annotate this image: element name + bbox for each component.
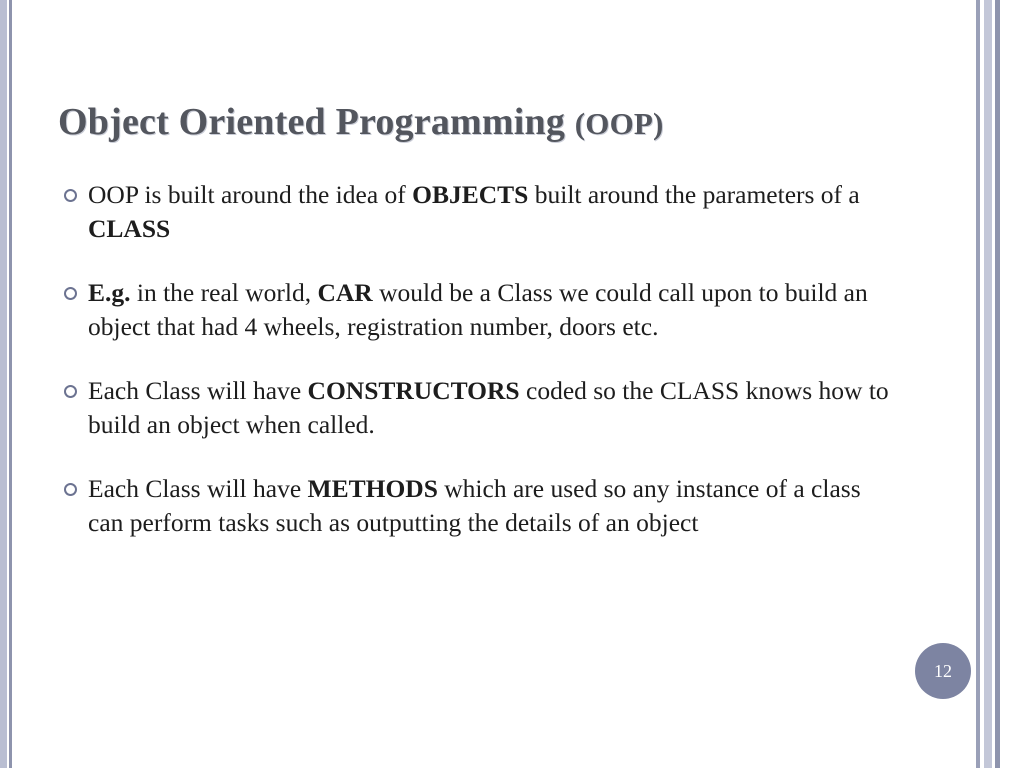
bullet-item — [58, 178, 898, 246]
right-accent-bar-1 — [976, 0, 980, 768]
bullet-emphasis: CONSTRUCTORS — [307, 376, 520, 405]
slide-bullet-list — [58, 178, 898, 570]
bullet-emphasis: E.g. — [88, 278, 131, 307]
bullet-emphasis: METHODS — [307, 474, 438, 503]
bullet-text — [88, 472, 898, 540]
bullet-item — [58, 472, 898, 540]
bullet-run: coded so the CLASS knows how to build an object when called. — [88, 376, 889, 439]
bullet-circle-icon — [58, 472, 88, 496]
bullet-run: which are used so any instance of a class can perform tasks such as outputting the details of an object — [88, 474, 861, 537]
bullet-circle-icon — [58, 178, 88, 202]
right-accent-bar-2 — [984, 0, 992, 768]
bullet-circle-shape — [64, 483, 77, 496]
bullet-circle-shape — [64, 287, 77, 300]
bullet-circle-icon — [58, 276, 88, 300]
bullet-circle-shape — [64, 189, 77, 202]
bullet-run: in the real world, — [130, 278, 318, 307]
left-accent-bar-outer — [0, 0, 7, 768]
bullet-run: OOP is built around the idea of — [88, 180, 413, 209]
bullet-run: Each Class will have — [88, 376, 308, 405]
slide-title-abbrev: (OOP) — [574, 106, 664, 141]
bullet-circle-icon — [58, 374, 88, 398]
bullet-emphasis: CAR — [317, 278, 373, 307]
bullet-circle-shape — [64, 385, 77, 398]
bullet-item — [58, 374, 898, 442]
slide-title — [58, 100, 938, 144]
bullet-emphasis: CLASS — [88, 214, 171, 243]
bullet-text — [88, 178, 898, 246]
bullet-run: would be a Class we could call upon to build an object that had 4 wheels, registration number, doors etc. — [88, 278, 868, 341]
right-accent-bar-3 — [995, 0, 1000, 768]
bullet-item — [58, 276, 898, 344]
bullet-run: built around the parameters of a — [528, 180, 860, 209]
left-accent-bar-inner — [9, 0, 12, 768]
slide-title-main: Object Oriented Programming — [58, 101, 575, 143]
bullet-text — [88, 276, 898, 344]
bullet-run: Each Class will have — [88, 474, 308, 503]
bullet-emphasis: OBJECTS — [412, 180, 529, 209]
right-margin-area — [1003, 0, 1024, 768]
bullet-text — [88, 374, 898, 442]
page-number-badge: 12 — [915, 643, 971, 699]
